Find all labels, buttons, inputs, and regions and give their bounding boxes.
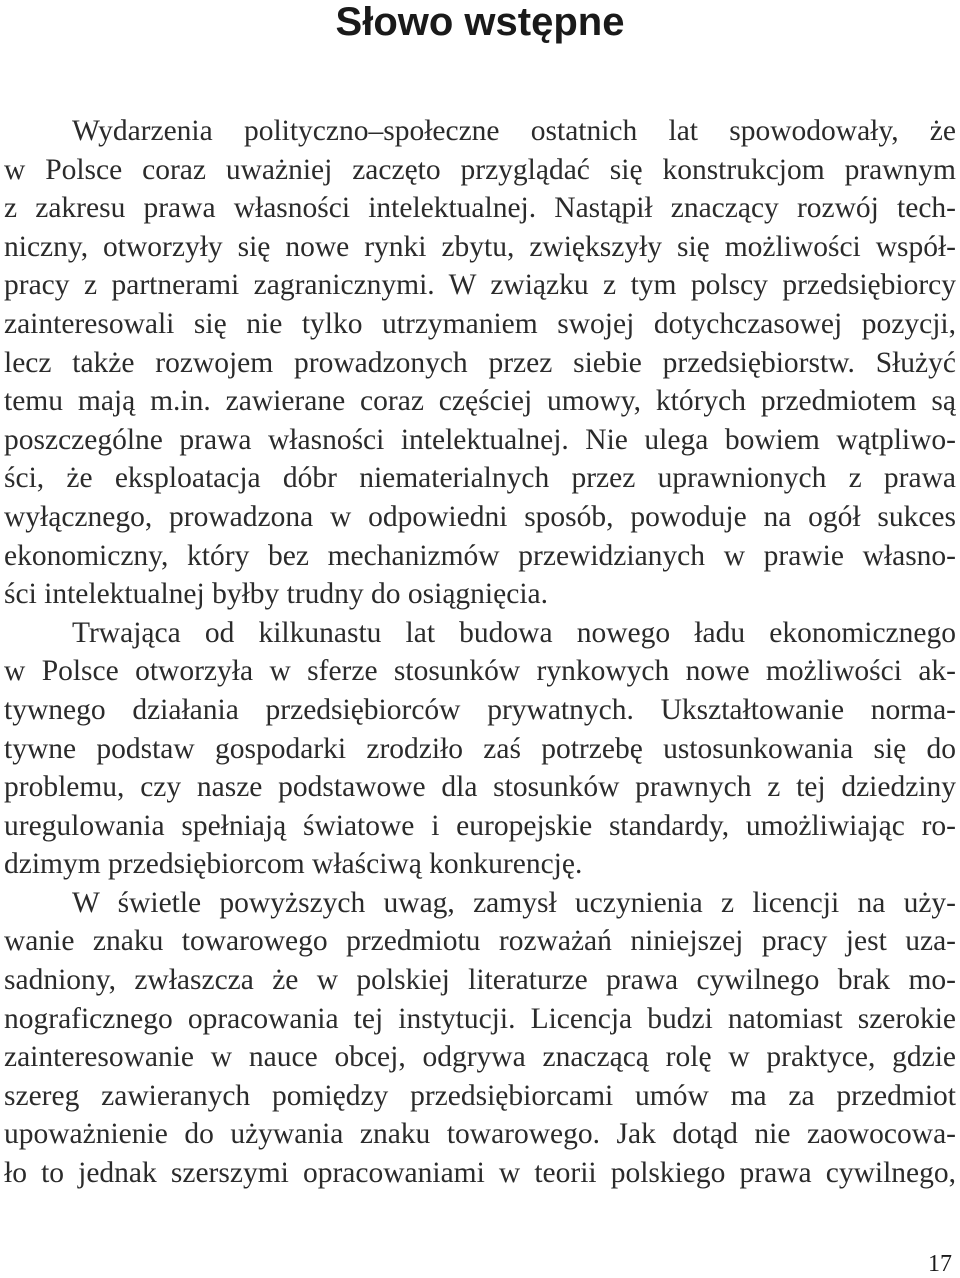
text-line: poszczególne prawa własności intelektualnej. Nie ulega bowiem wątpliwo- — [4, 423, 956, 456]
text-line: w Polsce coraz uważniej zaczęto przyglądać się konstrukcjom prawnym — [4, 153, 956, 186]
text-line: nograficznego opracowania tej instytucji. Licencja budzi natomiast szerokie — [4, 1002, 956, 1035]
text-line: niczny, otworzyły się nowe rynki zbytu, zwiększyły się możliwości współ- — [4, 230, 956, 263]
text-line: temu mają m.in. zawierane coraz częściej umowy, których przedmiotem są — [4, 385, 956, 418]
text-line: wyłącznego, prowadzona w odpowiedni sposób, powoduje na ogół sukces — [4, 500, 956, 533]
text-line: ekonomiczny, który bez mechanizmów przewidzianych w prawie własno- — [4, 539, 956, 572]
paragraph-2 — [4, 614, 956, 884]
text-line: pracy z partnerami zagranicznymi. W związku z tym polscy przedsiębiorcy — [4, 269, 956, 302]
text-line: w Polsce otworzyła w sferze stosunków rynkowych nowe możliwości ak- — [4, 655, 956, 688]
page-number: 17 — [928, 1251, 952, 1277]
text-line: zainteresowali się nie tylko utrzymaniem swojej dotychczasowej pozycji, — [4, 307, 956, 340]
text-line: Wydarzenia polityczno–społeczne ostatnich lat spowodowały, że — [72, 115, 956, 147]
text-line: tywnego działania przedsiębiorców prywatnych. Ukształtowanie norma- — [4, 693, 956, 726]
paragraph-3 — [4, 884, 956, 1193]
text-line: lecz także rozwojem prowadzonych przez siebie przedsiębiorstw. Służyć — [4, 346, 956, 379]
text-line: z zakresu prawa własności intelektualnej. Nastąpił znaczący rozwój tech- — [4, 192, 956, 225]
text-line: wanie znaku towarowego przedmiotu rozważań niniejszej pracy jest uza- — [4, 925, 956, 958]
text-line: zainteresowanie w nauce obcej, odgrywa znaczącą rolę w praktyce, gdzie — [4, 1041, 956, 1074]
text-line: szereg zawieranych pomiędzy przedsiębiorcami umów ma za przedmiot — [4, 1079, 956, 1112]
text-line: ło to jednak szerszymi opracowaniami w teorii polskiego prawa cywilnego, — [4, 1157, 956, 1190]
text-line: problemu, czy nasze podstawowe dla stosunków prawnych z tej dziedziny — [4, 771, 956, 804]
text-line: ści intelektualnej byłby trudny do osiągnięcia. — [4, 578, 548, 611]
text-line: sadniony, zwłaszcza że w polskiej literaturze prawa cywilnego brak mo- — [4, 964, 956, 997]
body-text — [4, 112, 956, 1193]
text-line: upoważnienie do używania znaku towarowego. Jak dotąd nie zaowocowa- — [4, 1118, 956, 1151]
text-line: W świetle powyższych uwag, zamysł uczynienia z licencji na uży- — [72, 886, 956, 919]
page-title: Słowo wstępne — [335, 0, 625, 44]
paragraph-1 — [4, 112, 956, 614]
text-line: uregulowania spełniają światowe i europejskie standardy, umożliwiając ro- — [4, 809, 956, 842]
text-line: dzimym przedsiębiorcom właściwą konkurencję. — [4, 848, 583, 881]
text-line: Trwająca od kilkunastu lat budowa nowego ładu ekonomicznego — [72, 616, 956, 649]
text-line: tywne podstaw gospodarki zrodziło zaś potrzebę ustosunkowania się do — [4, 732, 956, 765]
text-line: ści, że eksploatacja dóbr niematerialnych przez uprawnionych z prawa — [4, 462, 956, 495]
